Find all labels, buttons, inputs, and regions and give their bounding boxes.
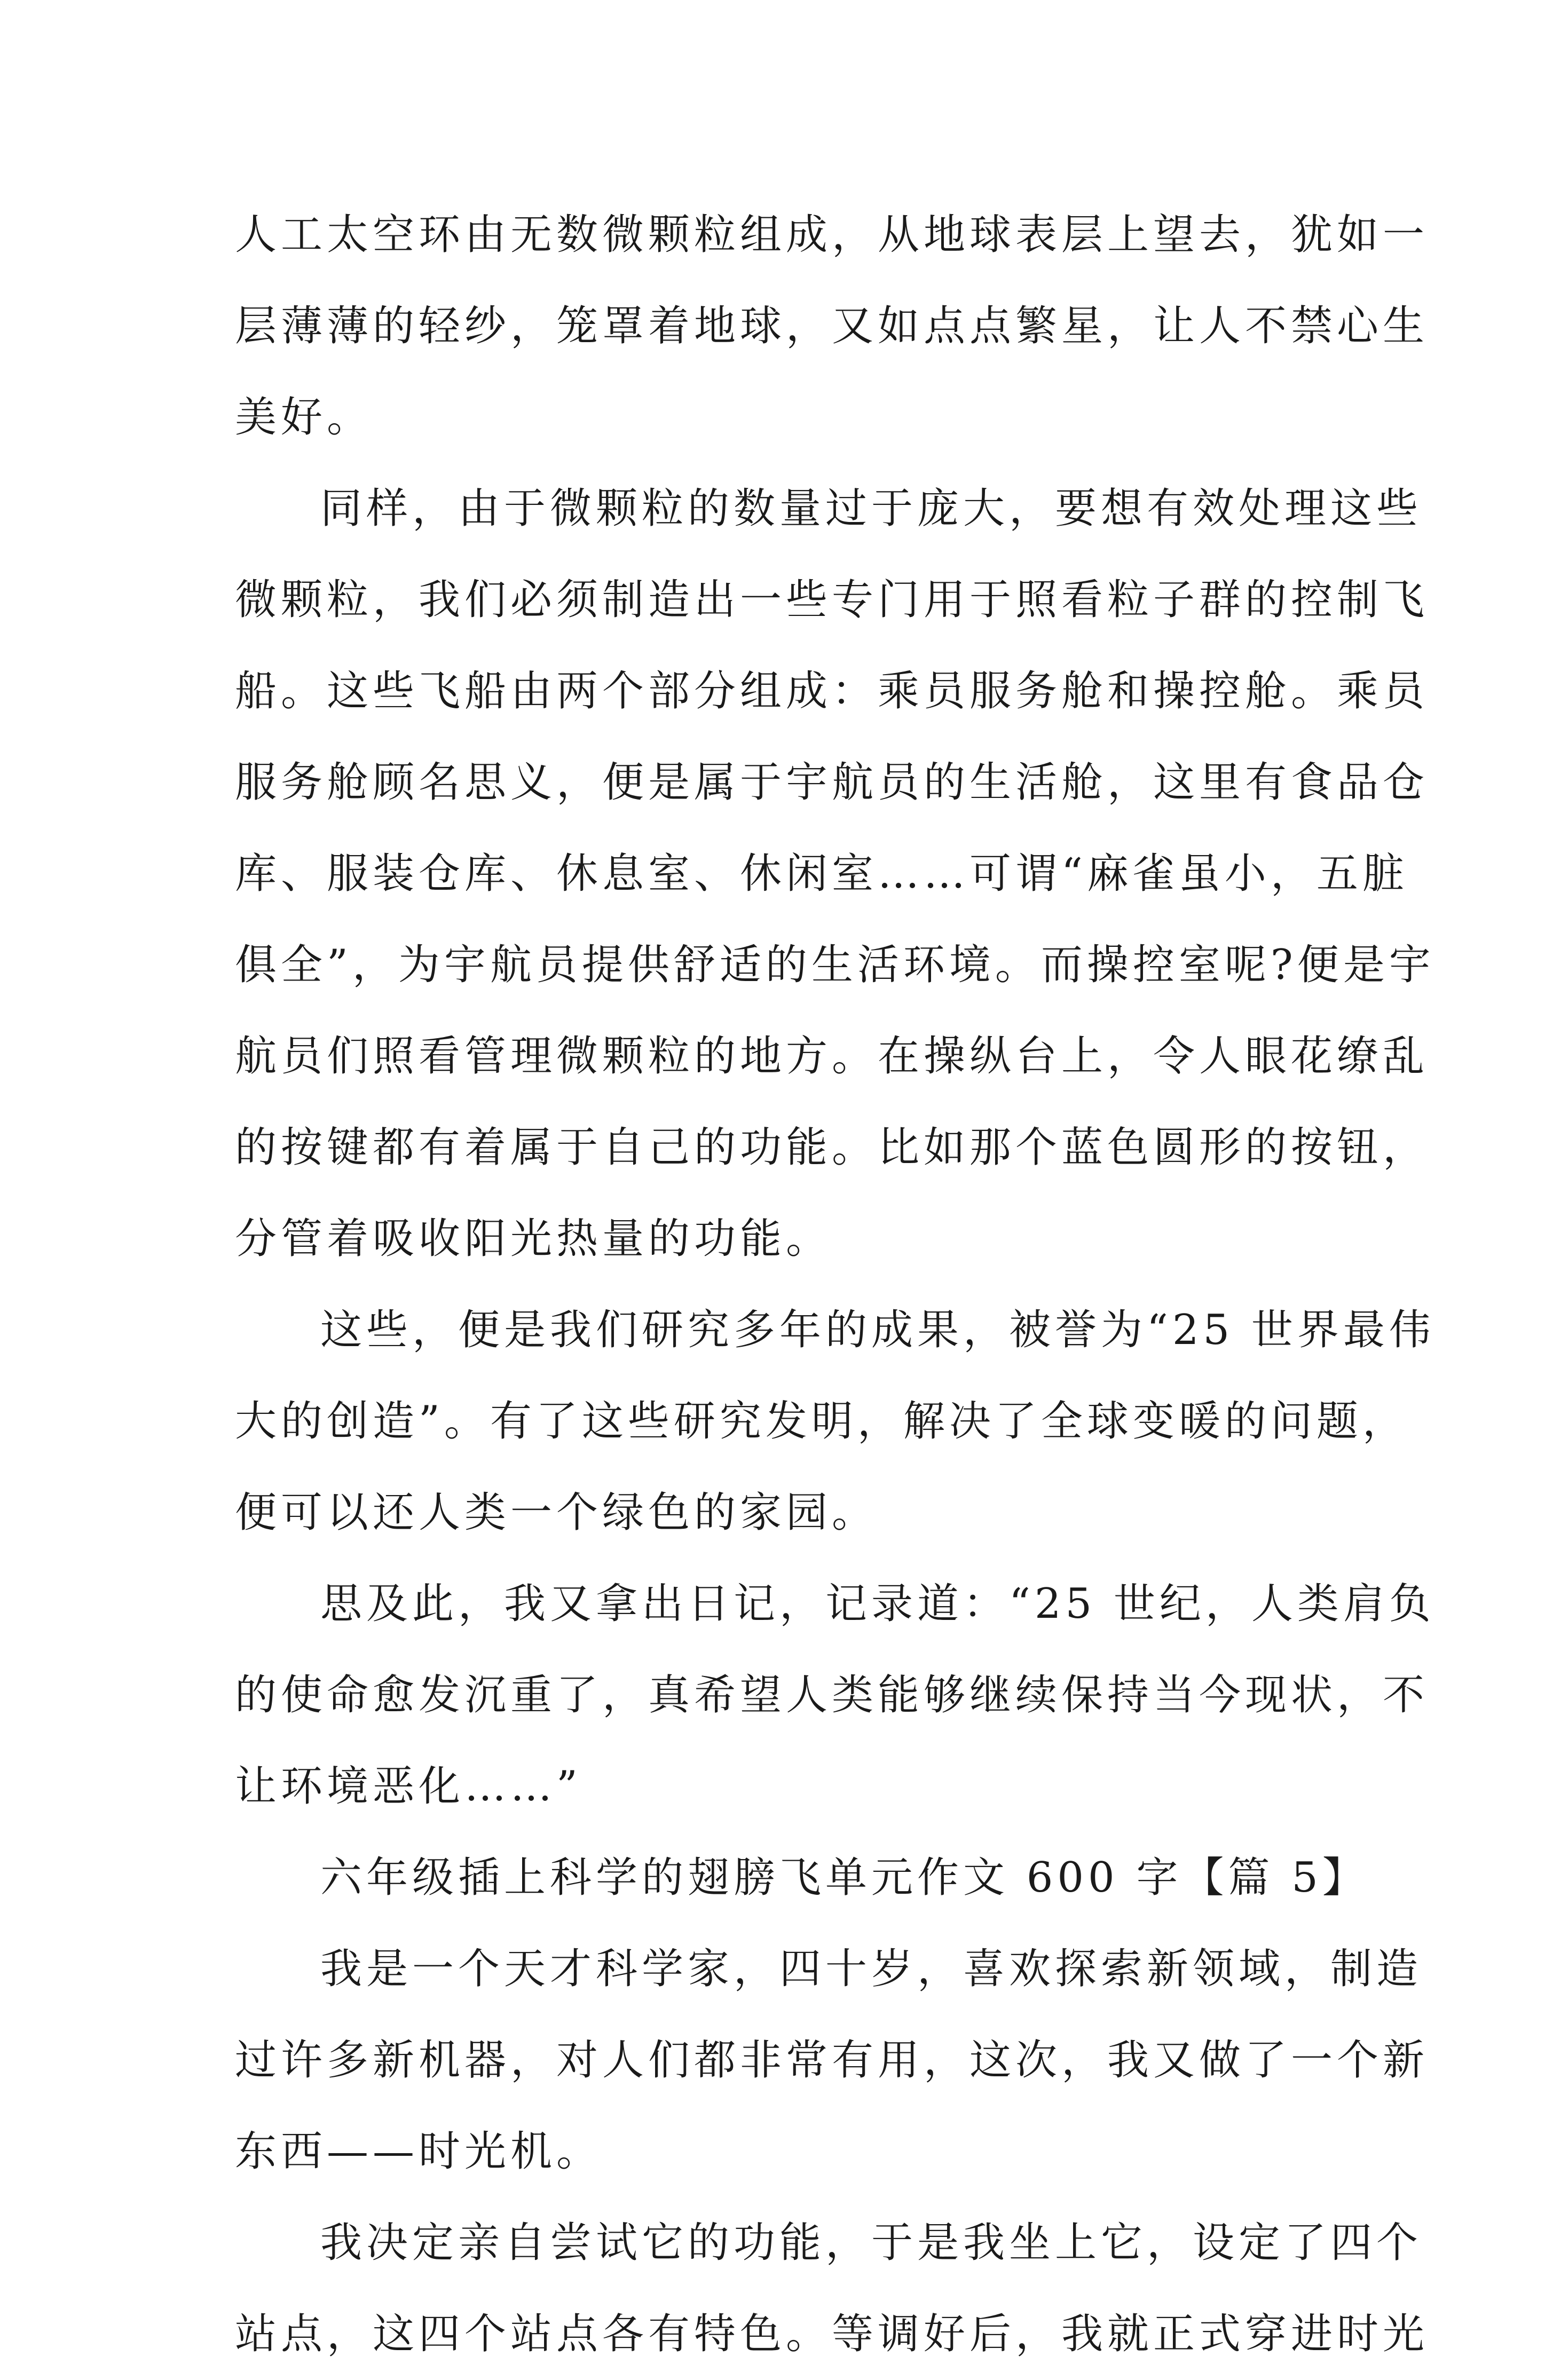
text-line: 的使命愈发沉重了，真希望人类能够继续保持当今现状，不: [235, 1671, 1429, 1719]
text-line: 同样，由于微颗粒的数量过于庞大，要想有效处理这些: [320, 485, 1423, 533]
section-heading: 六年级插上科学的翅膀飞单元作文 600 字【篇 5】: [320, 1854, 1368, 1902]
text-line: 的按键都有着属于自己的功能。比如那个蓝色圆形的按钮，: [235, 1124, 1429, 1172]
text-line: 我决定亲自尝试它的功能，于是我坐上它，设定了四个: [320, 2219, 1423, 2267]
text-line: 库、服装仓库、休息室、休闲室……可谓“麻雀虽小，五脏: [235, 850, 1408, 898]
text-line: 让环境恶化……”: [235, 1762, 582, 1810]
text-line: 东西——时光机。: [235, 2128, 603, 2176]
text-line: 站点，这四个站点各有特色。等调好后，我就正式穿进时光: [235, 2310, 1429, 2358]
text-line: 思及此，我又拿出日记，记录道：“25 世纪，人类肩负: [320, 1580, 1435, 1628]
text-line: 服务舱顾名思义，便是属于宇航员的生活舱，这里有食品仓: [235, 758, 1429, 806]
text-line: 人工太空环由无数微颗粒组成，从地球表层上望去，犹如一: [235, 211, 1429, 259]
text-line: 这些，便是我们研究多年的成果，被誉为“25 世界最伟: [320, 1306, 1435, 1354]
text-line: 过许多新机器，对人们都非常有用，这次，我又做了一个新: [235, 2036, 1429, 2084]
text-line: 分管着吸收阳光热量的功能。: [235, 1215, 832, 1263]
text-line: 微颗粒，我们必须制造出一些专门用于照看粒子群的控制飞: [235, 576, 1429, 624]
text-line: 船。这些飞船由两个部分组成：乘员服务舱和操控舱。乘员: [235, 667, 1429, 715]
document-body: [235, 189, 1435, 2380]
text-line: 航员们照看管理微颗粒的地方。在操纵台上，令人眼花缭乱: [235, 1032, 1429, 1080]
text-line: 我是一个天才科学家，四十岁，喜欢探索新领域，制造: [320, 1945, 1423, 1993]
text-line: 俱全”，为宇航员提供舒适的生活环境。而操控室呢?便是宇: [235, 941, 1435, 989]
text-line: 便可以还人类一个绿色的家园。: [235, 1489, 878, 1537]
text-line: 层薄薄的轻纱，笼罩着地球，又如点点繁星，让人不禁心生: [235, 302, 1429, 350]
text-line: 美好。: [235, 393, 373, 441]
text-line: 大的创造”。有了这些研究发明，解决了全球变暖的问题，: [235, 1397, 1408, 1445]
